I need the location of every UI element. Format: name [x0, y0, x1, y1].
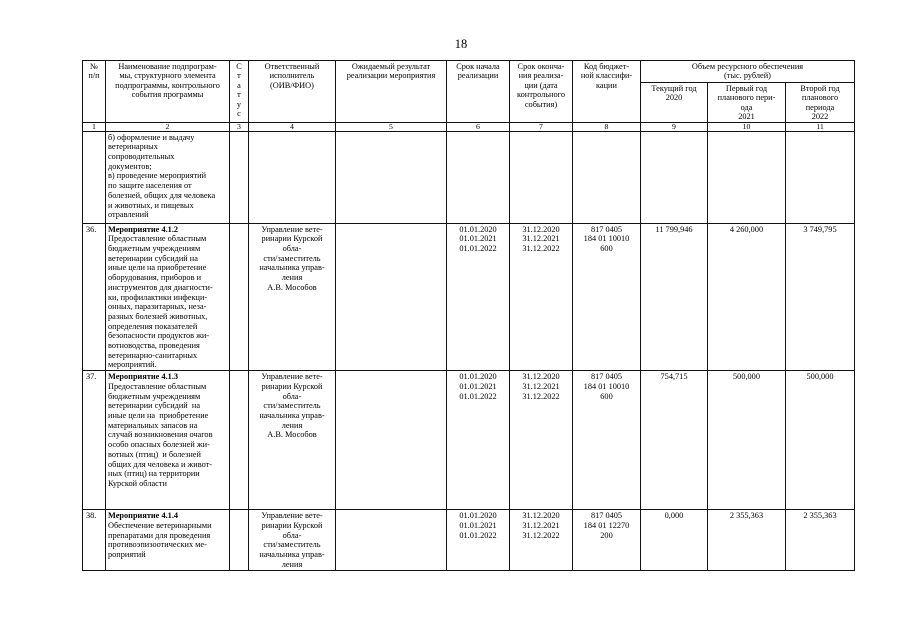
column-number: 6: [447, 122, 510, 131]
header-row: [83, 61, 855, 83]
budget-code-cell: 817 0405 184 01 10010 600: [573, 371, 641, 510]
table-row: [83, 371, 855, 510]
column-number: 3: [230, 122, 249, 131]
column-number: 2: [106, 122, 230, 131]
start-dates-cell: 01.01.2020 01.01.2021 01.01.2022: [447, 223, 510, 371]
table-row-continuation: [83, 131, 855, 223]
status-cell: [230, 223, 249, 371]
header-item-name: Наименование подпрограм- мы, структурного элемента подпрограммы, контрольного события программы: [106, 61, 230, 123]
funding-2022-cell: 500,000: [786, 371, 855, 510]
funding-2021-cell: 500,000: [708, 371, 786, 510]
status-cell: [230, 371, 249, 510]
budget-code-cell: [573, 131, 641, 223]
column-number: 5: [336, 122, 447, 131]
row-number-cell: 37.: [83, 371, 106, 510]
header-status: С т а т у с: [230, 61, 249, 123]
budget-code-cell: 817 0405 184 01 10010 600: [573, 223, 641, 371]
funding-2020-cell: [641, 131, 708, 223]
column-number: 10: [708, 122, 786, 131]
end-dates-cell: 31.12.2020 31.12.2021 31.12.2022: [510, 371, 573, 510]
item-name-cell: [106, 510, 230, 571]
header-row-number: № п/п: [83, 61, 106, 123]
funding-2021-cell: [708, 131, 786, 223]
row-number-cell: [83, 131, 106, 223]
header-budget-code: Код бюджет- ной классифи- кации: [573, 61, 641, 123]
status-cell: [230, 131, 249, 223]
end-dates-cell: [510, 131, 573, 223]
table-row: [83, 223, 855, 371]
item-title: Мероприятие 4.1.2: [108, 224, 179, 234]
executor-cell: Управление вете- ринарии Курской обла- сти/заместитель начальника управ- ления А.В. Мособов: [249, 223, 336, 371]
funding-2021-cell: 4 260,000: [708, 223, 786, 371]
end-dates-cell: 31.12.2020 31.12.2021 31.12.2022: [510, 223, 573, 371]
executor-cell: [249, 131, 336, 223]
header-start-date: Срок начала реализации: [447, 61, 510, 123]
header-funding-plan-year-1: Первый год планового пери- ода 2021: [708, 83, 786, 123]
expected-result-cell: [336, 223, 447, 371]
row-number-cell: 36.: [83, 223, 106, 371]
header-funding-current-year: Текущий год 2020: [641, 83, 708, 123]
budget-code-cell: 817 0405 184 01 12270 200: [573, 510, 641, 571]
item-name-cell: [106, 223, 230, 371]
end-dates-cell: 31.12.2020 31.12.2021 31.12.2022: [510, 510, 573, 571]
start-dates-cell: 01.01.2020 01.01.2021 01.01.2022: [447, 371, 510, 510]
funding-2020-cell: 0,000: [641, 510, 708, 571]
item-description: Обеспечение ветеринарными препаратами для проведения противоэпизоотических ме- роприятий: [108, 520, 212, 559]
page-number: 18: [454, 37, 468, 51]
expected-result-cell: [336, 131, 447, 223]
executor-cell: Управление вете- ринарии Курской обла- сти/заместитель начальника управ- ления: [249, 510, 336, 571]
column-number: 7: [510, 122, 573, 131]
column-number: 1: [83, 122, 106, 131]
header-end-date: Срок оконча- ния реализа- ции (дата контрольного события): [510, 61, 573, 123]
item-title: Мероприятие 4.1.4: [108, 511, 179, 521]
item-name-cell: б) оформление и выдачу ветеринарных сопроводительных документов; в) проведение мероприятий по защите населения от болезней, общих для человека и животных, и пищевых отравлений: [106, 131, 230, 223]
header-expected-result: Ожидаемый результат реализации мероприятия: [336, 61, 447, 123]
column-number: 8: [573, 122, 641, 131]
column-number: 9: [641, 122, 708, 131]
start-dates-cell: [447, 131, 510, 223]
header-funding-plan-year-2: Второй год планового периода 2022: [786, 83, 855, 123]
start-dates-cell: 01.01.2020 01.01.2021 01.01.2022: [447, 510, 510, 571]
funding-2020-cell: 11 799,946: [641, 223, 708, 371]
header-executor: Ответственный исполнитель (ОИВ/ФИО): [249, 61, 336, 123]
status-cell: [230, 510, 249, 571]
expected-result-cell: [336, 371, 447, 510]
item-description: Предоставление областным бюджетным учреждениям ветеринарии субсидий на иные цели на приобретение оборудования, приборов и инструментов для диагности- ки, профилактики инфекци- онных, паразитарных, неза- разных болезней животных, определения показателей безопасности продуктов жи- вотноводства, проведения ветеринарно-санитарных мероприятий.: [108, 234, 213, 370]
funding-2020-cell: 754,715: [641, 371, 708, 510]
program-activities-table: [82, 60, 855, 571]
row-number-cell: 38.: [83, 510, 106, 571]
item-description: Предоставление областным бюджетным учреждениям ветеринарии субсидий на иные цели на приобретение материальных запасов на случай возникновения очагов особо опасных болезней жи- вотных (птиц) и болезней общих для человека и живот- ных (птиц) на территории Курской области: [108, 381, 213, 488]
funding-2022-cell: 3 749,795: [786, 223, 855, 371]
column-number: 4: [249, 122, 336, 131]
item-name-cell: [106, 371, 230, 510]
funding-2022-cell: [786, 131, 855, 223]
column-number-row: [83, 122, 855, 131]
executor-cell: Управление вете- ринарии Курской обла- сти/заместитель начальника управ- ления А.В. Мособов: [249, 371, 336, 510]
column-number: 11: [786, 122, 855, 131]
expected-result-cell: [336, 510, 447, 571]
item-title: Мероприятие 4.1.3: [108, 372, 179, 382]
header-funding: Объем ресурсного обеспечения (тыс. рублей): [641, 61, 855, 83]
table-row: [83, 510, 855, 571]
funding-2021-cell: 2 355,363: [708, 510, 786, 571]
funding-2022-cell: 2 355,363: [786, 510, 855, 571]
